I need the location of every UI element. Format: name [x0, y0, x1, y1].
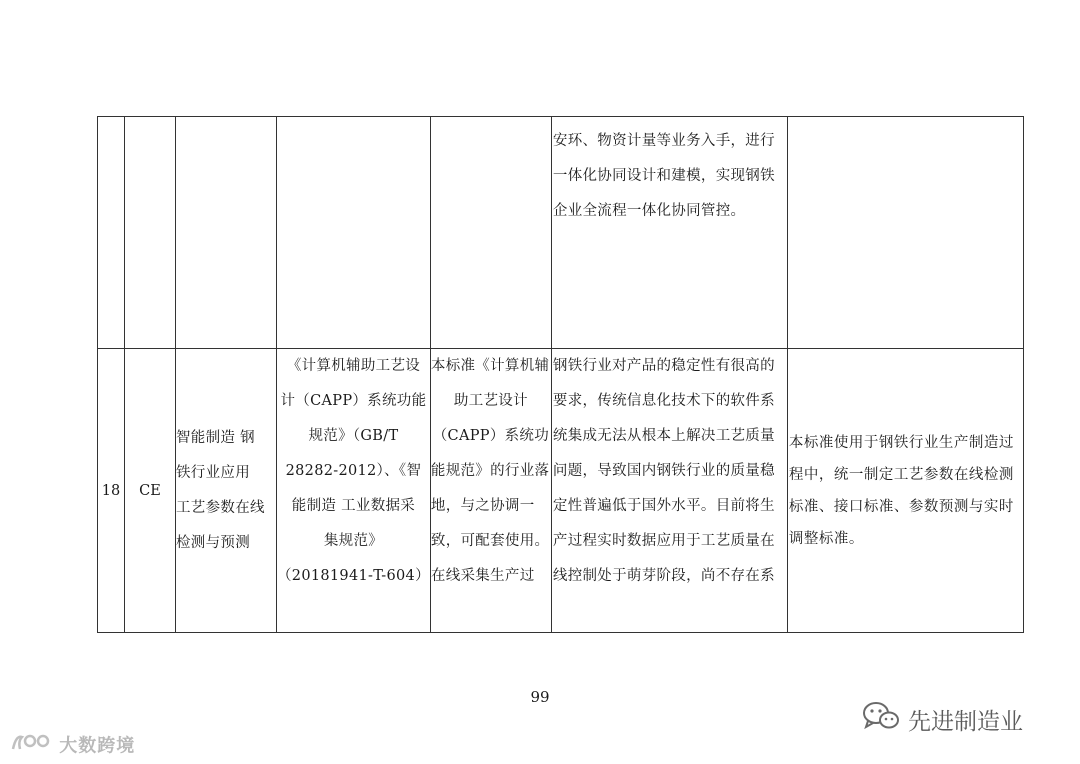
text-line: 助工艺设计	[453, 393, 528, 409]
text-line: 致，可配套使用。	[430, 533, 550, 549]
text-line: （20181941-T-604）	[277, 568, 430, 584]
text-line: 集规范》	[323, 533, 384, 549]
watermark-right	[862, 700, 1023, 738]
text-line: 智能制造 钢	[176, 429, 255, 446]
text-line: 标准、接口标准、参数预测与实时	[788, 498, 1014, 515]
necessity-cell	[551, 117, 787, 349]
text-line: 能制造 工业数据采	[291, 498, 416, 514]
row-category: CE	[125, 349, 176, 633]
text-line: 产过程实时数据应用于工艺质量在	[552, 533, 775, 549]
text-line: 统集成无法从根本上解决工艺质量	[552, 428, 775, 444]
text-line: 线控制处于萌芽阶段，尚不存在系	[552, 568, 775, 584]
text-line: 《计算机辅助工艺设	[286, 358, 421, 374]
text-line: 要求，传统信息化技术下的软件系	[552, 393, 775, 409]
text-line: 企业全流程一体化协同管控。	[552, 203, 746, 219]
text-line: 能规范》的行业落	[430, 463, 550, 479]
text-line: 28282-2012）、《智	[285, 463, 422, 479]
text-line: 定性普遍低于国外水平。目前将生	[552, 498, 775, 514]
text-line: 铁行业应用	[176, 464, 250, 481]
text-line: （CAPP）系统功	[432, 428, 550, 444]
wechat-icon	[862, 700, 900, 738]
category-cell	[125, 117, 176, 349]
relationship-cell	[430, 349, 551, 633]
text-line: 程中，统一制定工艺参数在线检测	[788, 466, 1014, 483]
text-line: 问题，导致国内钢铁行业的质量稳	[552, 463, 775, 479]
scope-cell	[787, 349, 1023, 633]
text-line: 一体化协同设计和建模，实现钢铁	[552, 168, 775, 184]
standards-table	[97, 116, 1024, 633]
text-line: 检测与预测	[176, 534, 250, 551]
text-line: 本标准《计算机辅	[430, 358, 550, 374]
text-line: 安环、物资计量等业务入手，进行	[552, 133, 775, 149]
brand-logo-icon	[10, 731, 52, 758]
text-line: 计（CAPP）系统功能	[280, 393, 427, 409]
row-number: 18	[98, 349, 125, 633]
text-line: 调整标准。	[788, 530, 864, 547]
related-standards-cell	[277, 117, 431, 349]
necessity-cell	[551, 349, 787, 633]
relationship-cell	[430, 117, 551, 349]
text-line: 规范》（GB/T	[308, 428, 399, 444]
text-line: 在线采集生产过	[430, 568, 535, 584]
table-row	[98, 349, 1024, 633]
related-standards-cell	[277, 349, 431, 633]
text-line: 钢铁行业对产品的稳定性有很高的	[552, 358, 775, 374]
watermark-left	[10, 731, 135, 758]
number-cell	[98, 117, 125, 349]
standard-name-cell	[176, 349, 277, 633]
text-line: 工艺参数在线	[176, 499, 265, 516]
name-cell	[176, 117, 277, 349]
page-number: 99	[530, 688, 550, 706]
watermark-left-text: 大数跨境	[59, 735, 136, 757]
text-line: 地，与之协调一	[430, 498, 535, 514]
text-line: 本标准使用于钢铁行业生产制造过	[788, 434, 1014, 451]
watermark-right-text: 先进制造业	[908, 708, 1023, 735]
scope-cell	[787, 117, 1023, 349]
table-row	[98, 117, 1024, 349]
